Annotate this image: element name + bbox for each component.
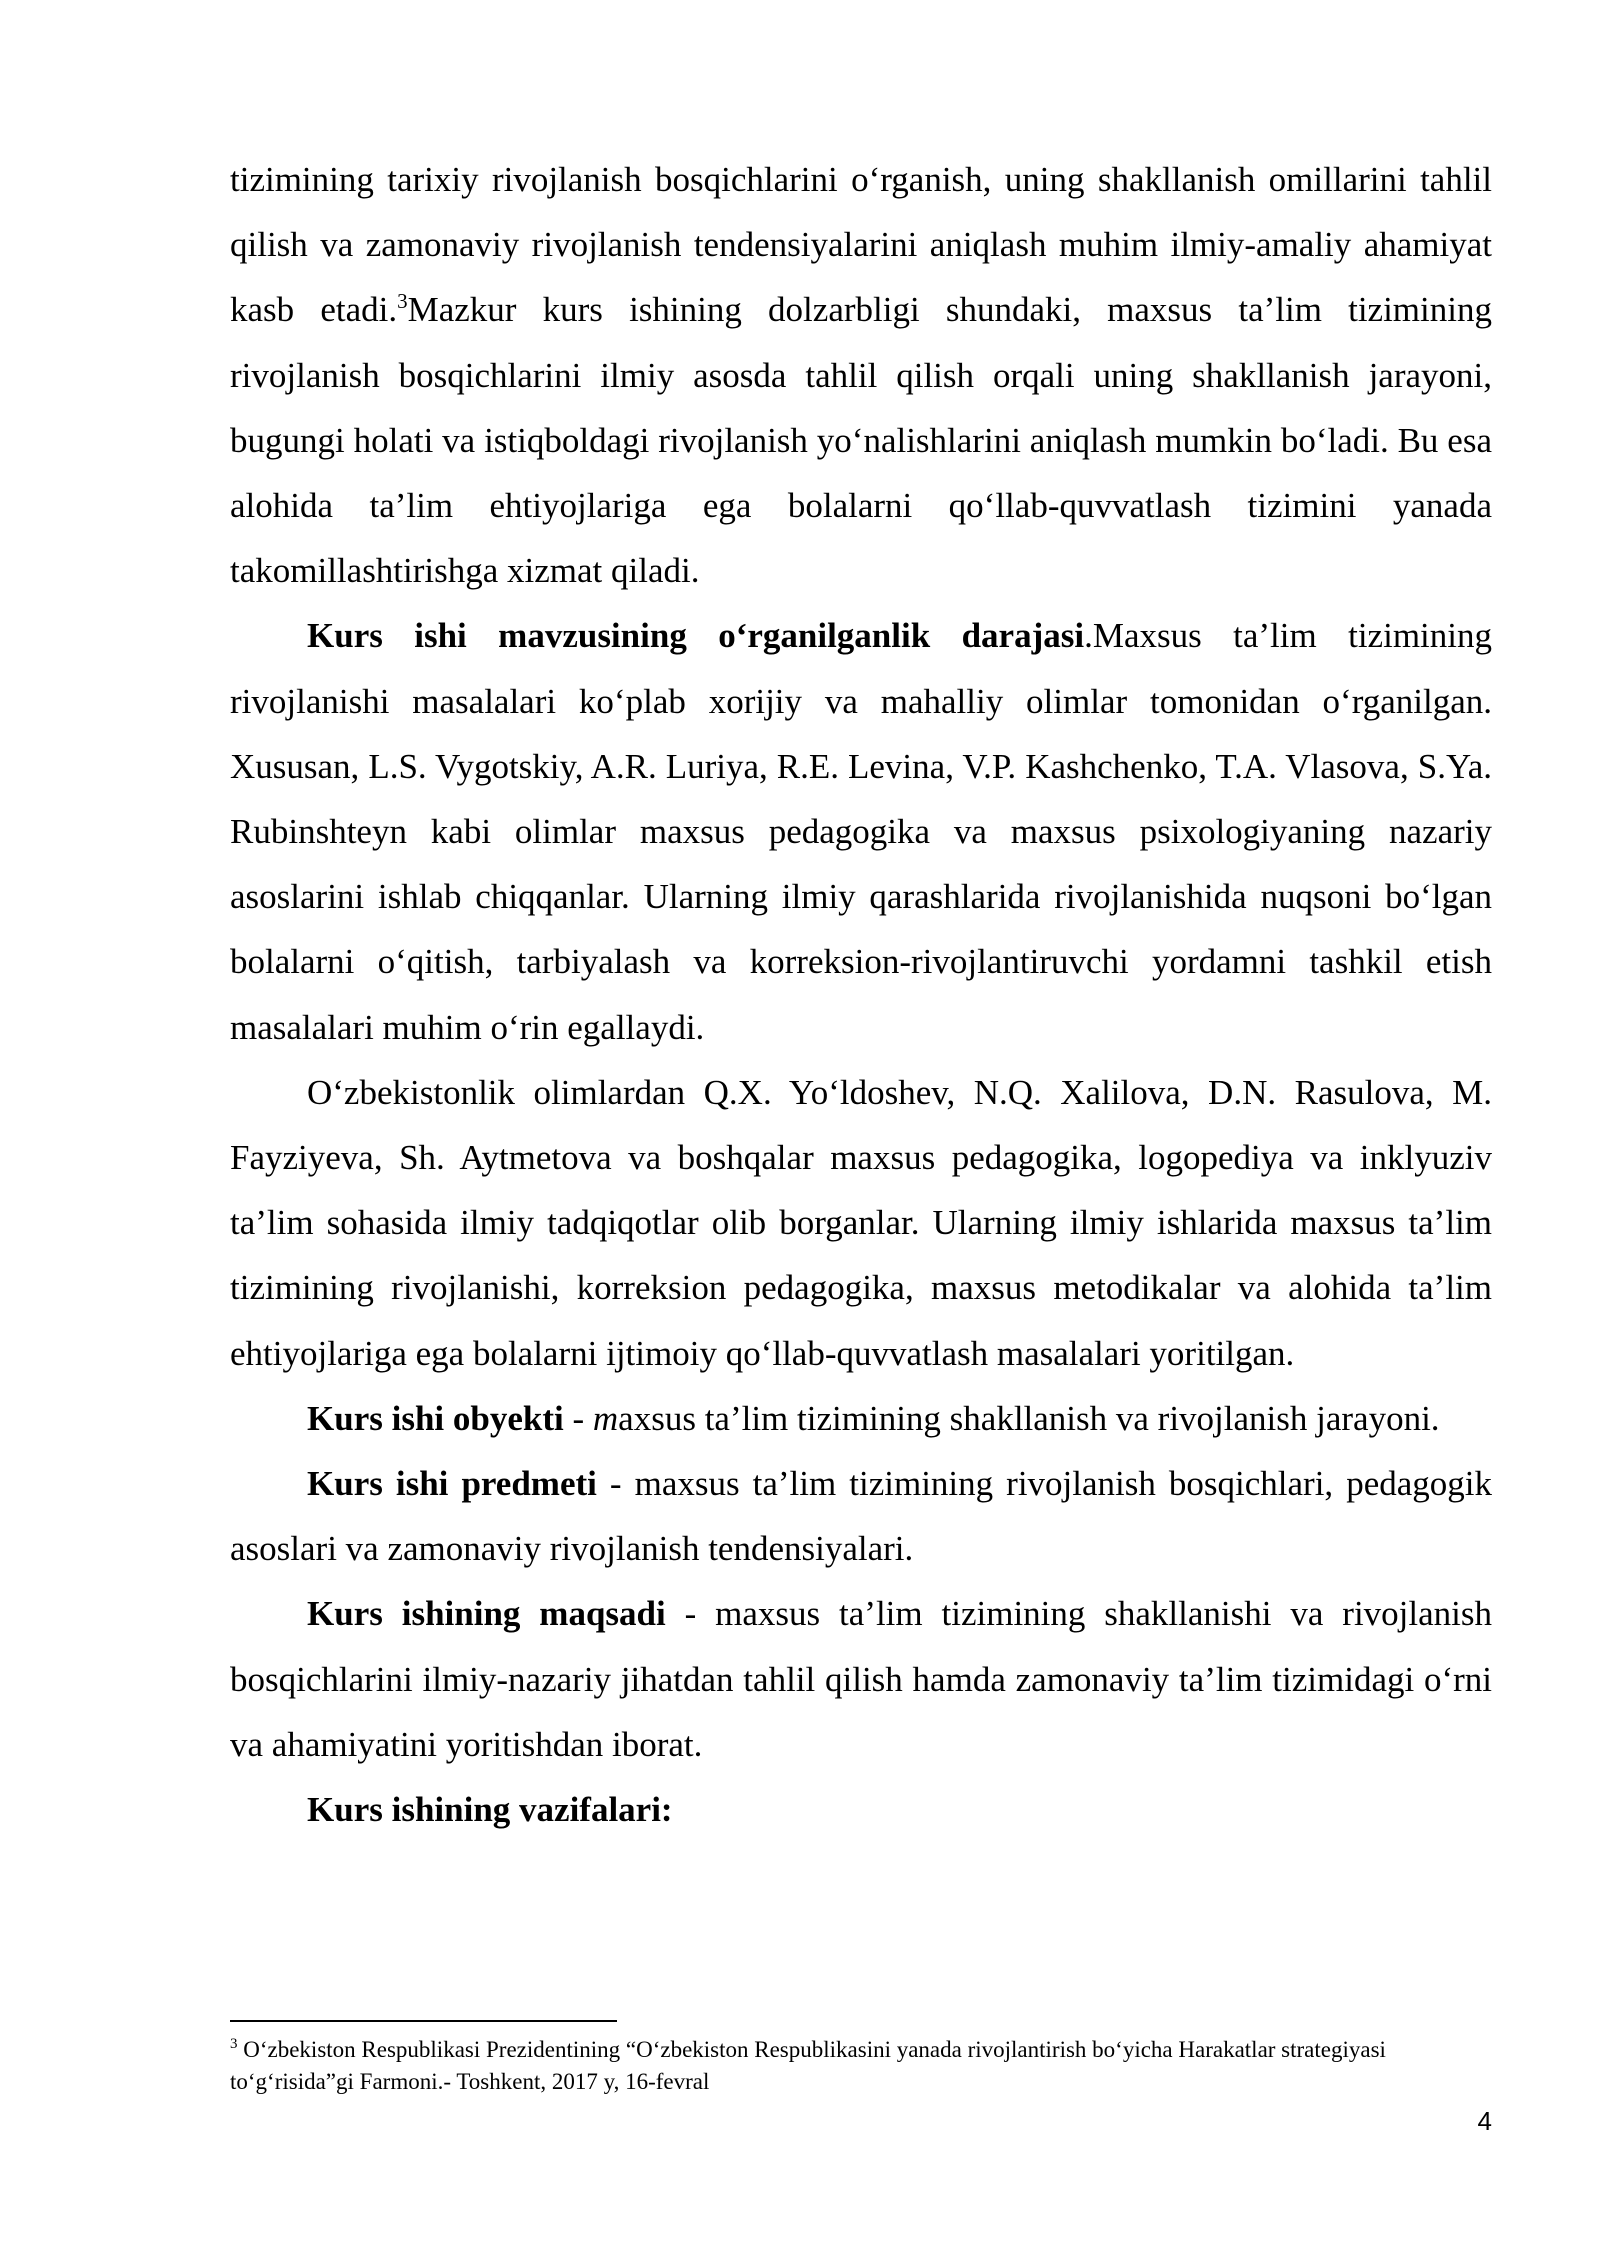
paragraph-study-level xyxy=(230,603,1492,1059)
paragraph-text: - maxsus ta’lim tizimining shakllanishi va rivojlanish bosqichlarini ilmiy-nazariy jihatdan tahlil qilish hamda zamonaviy ta’lim tizimidagi o‘rni va ahamiyatini yoritishdan iborat. xyxy=(230,1594,1492,1764)
paragraph-uzbek-scholars xyxy=(230,1060,1492,1386)
italic-letter: m xyxy=(592,1398,619,1438)
footnote xyxy=(230,2034,1492,2098)
paragraph-text: Mazkur kurs ishining dolzarbligi shundaki, maxsus ta’lim tizimining rivojlanish bosqichlarini ilmiy asosda tahlil qilish orqali uning shakllanish jarayoni, bugungi holati va istiqboldagi rivojlanish yo‘nalishlarini aniqlash mumkin bo‘ladi. Bu esa alohida ta’lim ehtiyojlariga ega bolalarni qo‘llab-quvvatlash tizimini yanada takomillashtirishga xizmat qiladi. xyxy=(230,290,1492,591)
page-number: 4 xyxy=(1477,2106,1492,2136)
section-heading: Kurs ishi predmeti xyxy=(307,1464,597,1504)
section-heading: Kurs ishining maqsadi xyxy=(307,1594,666,1634)
paragraph-subject xyxy=(230,1451,1492,1581)
paragraph-text: O‘zbekistonlik olimlardan Q.X. Yo‘ldoshev, N.Q. Xalilova, D.N. Rasulova, M. Fayziyeva, Sh. Aytmetova va boshqalar maxsus pedagogika, logopediya va inklyuziv ta’lim sohasida ilmiy tadqiqotlar olib borganlar. Ularning ilmiy ishlarida maxsus ta’lim tizimining rivojlanishi, korreksion pedagogika, maxsus metodikalar va alohida ta’lim ehtiyojlariga ega bolalarni ijtimoiy qo‘llab-quvvatlash masalalari yoritilgan. xyxy=(230,1072,1492,1373)
paragraph-goal xyxy=(230,1581,1492,1777)
footnote-reference[interactable]: 3 xyxy=(397,289,408,314)
section-heading: Kurs ishi mavzusining o‘rganilganlik darajasi xyxy=(307,616,1085,656)
dash-separator: - xyxy=(563,1398,593,1438)
paragraph-text: .Maxsus ta’lim tizimining rivojlanishi masalalari ko‘plab xorijiy va mahalliy olimlar tomonidan o‘rganilgan. Xususan, L.S. Vygotskiy, A.R. Luriya, R.E. Levina, V.P. Kashchenko, T.A. Vlasova, S.Ya. Rubinshteyn kabi olimlar maxsus pedagogika va maxsus psixologiyaning nazariy asoslarini ishlab chiqqanlar. Ularning ilmiy qarashlarida rivojlanishida nuqsoni bo‘lgan bolalarni o‘qitish, tarbiyalash va korreksion-rivojlantiruvchi yordamni tashkil etish masalalari muhim o‘rin egallaydi. xyxy=(230,616,1492,1047)
paragraph-tasks xyxy=(230,1777,1492,1842)
body-text xyxy=(230,147,1492,1842)
paragraph-relevance xyxy=(230,147,1492,603)
paragraph-object xyxy=(230,1386,1492,1451)
footnote-text: O‘zbekiston Respublikasi Prezidentining “O‘zbekiston Respublikasini yanada rivojlantirish bo‘yicha Harakatlar strategiyasi to‘g‘risida”gi Farmoni.- Toshkent, 2017 y, 16-fevral xyxy=(230,2037,1386,2094)
section-heading: Kurs ishi obyekti xyxy=(307,1398,564,1438)
footnote-marker: 3 xyxy=(230,2036,238,2052)
paragraph-text: tizimining tarixiy rivojlanish bosqichlarini o‘rganish, uning shakllanish omillarini tahlil qilish va zamonaviy rivojlanish tendensiyalarini aniqlash muhim ilmiy-amaliy ahamiyat kasb etadi. xyxy=(230,160,1492,330)
paragraph-text: axsus ta’lim tizimining shakllanish va rivojlanish jarayoni. xyxy=(618,1398,1440,1438)
footnote-separator xyxy=(230,2020,617,2022)
section-heading: Kurs ishining vazifalari: xyxy=(307,1790,673,1830)
paragraph-text: - maxsus ta’lim tizimining rivojlanish bosqichlari, pedagogik asoslari va zamonaviy rivojlanish tendensiyalari. xyxy=(230,1464,1492,1569)
